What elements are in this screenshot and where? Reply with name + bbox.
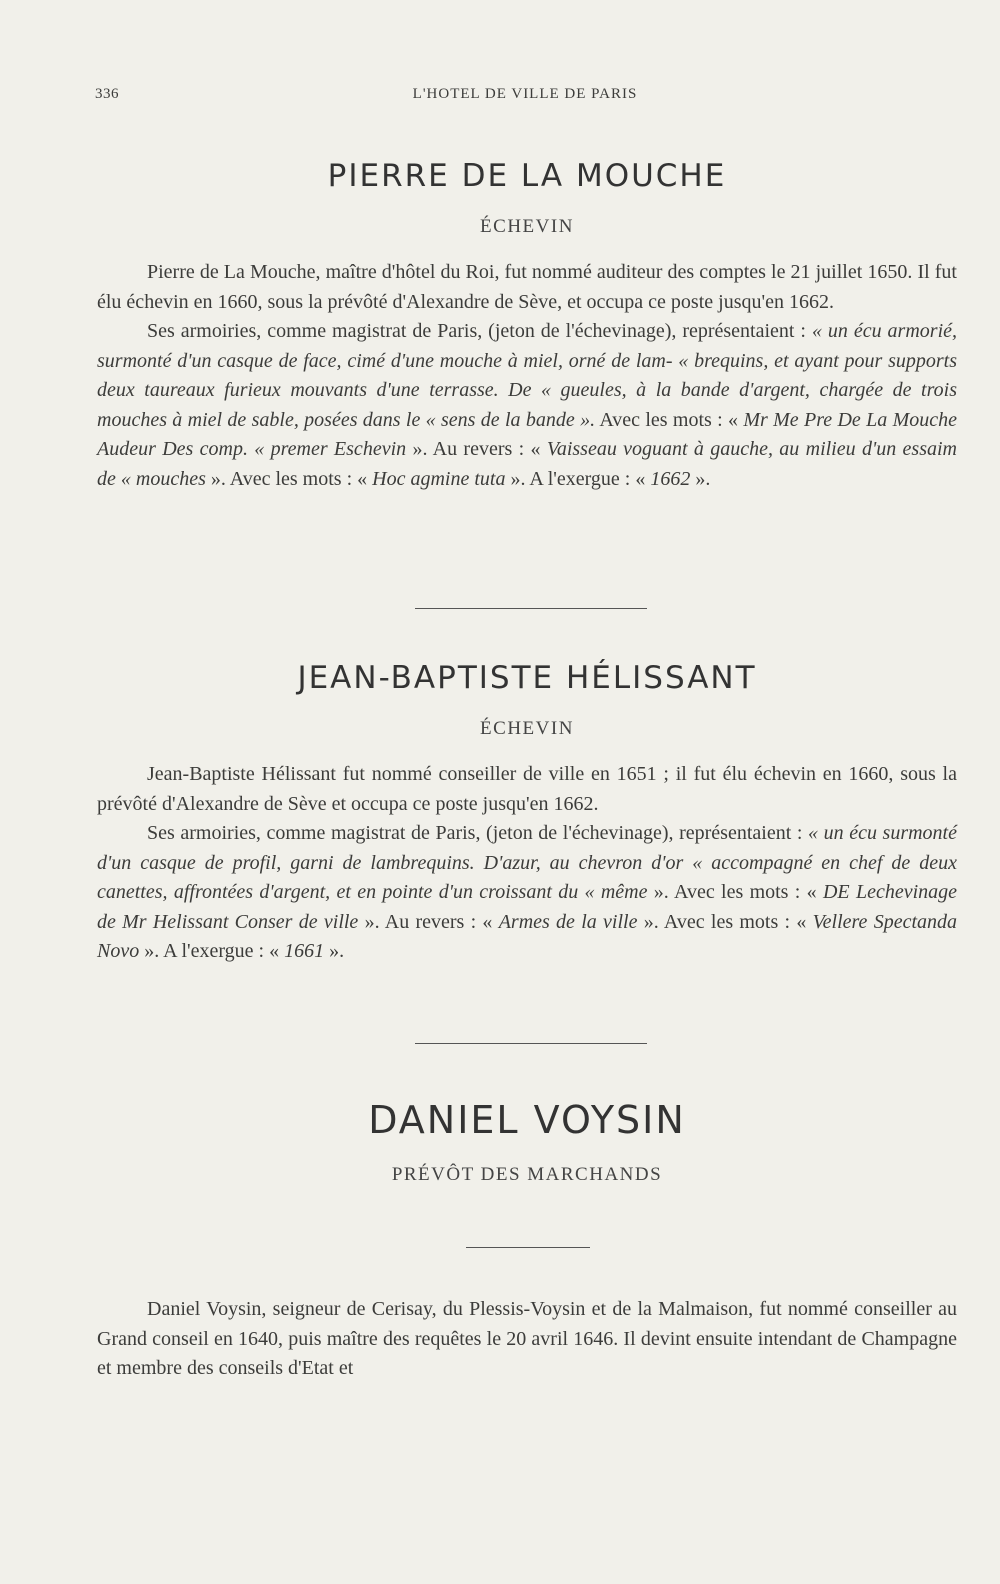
arms-reverse-motto: Vellere Spectanda Novo bbox=[97, 910, 958, 962]
arms-text: Avec les mots : « bbox=[595, 408, 744, 431]
section-daniel-voysin bbox=[97, 1098, 957, 1186]
arms-text: ». Avec les mots : « bbox=[637, 910, 813, 933]
arms-text: ». Au revers : « bbox=[406, 438, 547, 460]
biography-paragraph: Pierre de La Mouche, maître d'hôtel du Roi, fut nommé auditeur des comptes le 21 juillet 1650. Il fut élu échevin en 1660, sous la prévôté d'Alexandre de Sève, et occupa ce poste jusqu'en 1662. bbox=[97, 261, 957, 313]
arms-reverse: Armes de la ville bbox=[498, 910, 638, 933]
arms-exergue: 1661 bbox=[284, 940, 325, 962]
arms-reverse: Vaisseau voguant à gauche, au milieu d'un essaim de « mouches bbox=[97, 438, 957, 490]
arms-text: ». A l'exergue : « bbox=[139, 940, 285, 962]
section-daniel-voysin-body bbox=[97, 1275, 957, 1384]
section-title: PIERRE DE LA MOUCHE bbox=[327, 158, 727, 194]
arms-paragraph bbox=[97, 317, 957, 494]
section-pierre-de-la-mouche bbox=[97, 158, 957, 494]
arms-text: ». bbox=[324, 940, 345, 962]
arms-text: ». Avec les mots : « bbox=[205, 467, 373, 490]
section-subtitle: ÉCHEVIN bbox=[480, 216, 574, 237]
arms-text: ». bbox=[690, 467, 711, 490]
section-title: JEAN-BAPTISTE HÉLISSANT bbox=[297, 660, 757, 696]
arms-intro: Ses armoiries, comme magistrat de Paris, (jeton de l'échevinage), représentaient : bbox=[147, 320, 812, 342]
section-divider bbox=[415, 608, 647, 609]
biography-paragraph: Daniel Voysin, seigneur de Cerisay, du Plessis-Voysin et de la Malmaison, fut nommé conseiller au Grand conseil en 1640, puis maître des requêtes le 20 avril 1646. Il devint ensuite intendant de Champagne et membre des conseils d'Etat et bbox=[97, 1298, 957, 1379]
arms-motto: Mr Me Pre De La Mouche Audeur Des comp. « premer Eschevin bbox=[97, 408, 957, 460]
arms-text: ». Au revers : « bbox=[358, 910, 499, 933]
title-underline bbox=[466, 1247, 590, 1248]
biography-paragraph: Jean-Baptiste Hélissant fut nommé conseiller de ville en 1651 ; il fut élu échevin en 1660, sous la prévôté d'Alexandre de Sève et occupa ce poste jusqu'en 1662. bbox=[97, 763, 957, 815]
arms-intro: Ses armoiries, comme magistrat de Paris, (jeton de l'échevinage), représentaient : bbox=[147, 822, 809, 844]
arms-paragraph bbox=[97, 819, 957, 967]
arms-description: « un écu armorié, surmonté d'un casque de face, cimé d'une mouche à miel, orné de lam- « brequins, et ayant pour supports deux taureaux furieux mouvants d'une terrasse. De « gueules, à la bande d'argent, chargée de trois mouches à miel de sable, posées dans le « sens de la bande ». bbox=[97, 320, 958, 431]
arms-exergue: 1662 bbox=[650, 467, 691, 490]
section-jean-baptiste-helissant bbox=[97, 660, 957, 967]
arms-text: ». Avec les mots : « bbox=[647, 881, 823, 903]
arms-reverse-motto: Hoc agmine tuta bbox=[372, 467, 506, 490]
page-number: 336 bbox=[95, 86, 119, 102]
section-divider bbox=[415, 1043, 647, 1044]
arms-text: ». A l'exergue : « bbox=[505, 467, 651, 490]
running-title: L'HOTEL DE VILLE DE PARIS bbox=[412, 86, 638, 102]
section-subtitle: ÉCHEVIN bbox=[480, 718, 574, 739]
running-head bbox=[95, 86, 955, 108]
arms-description: « un écu surmonté d'un casque de profil, garni de lambrequins. D'azur, au chevron d'or « accompagné en chef de deux canettes, affrontées d'argent, et en pointe d'un croissant du « même bbox=[97, 822, 957, 903]
arms-motto: DE Lechevinage de Mr Helissant Conser de ville bbox=[97, 881, 958, 933]
section-title: DANIEL VOYSIN bbox=[368, 1098, 686, 1142]
section-subtitle: PRÉVÔT DES MARCHANDS bbox=[391, 1164, 663, 1185]
